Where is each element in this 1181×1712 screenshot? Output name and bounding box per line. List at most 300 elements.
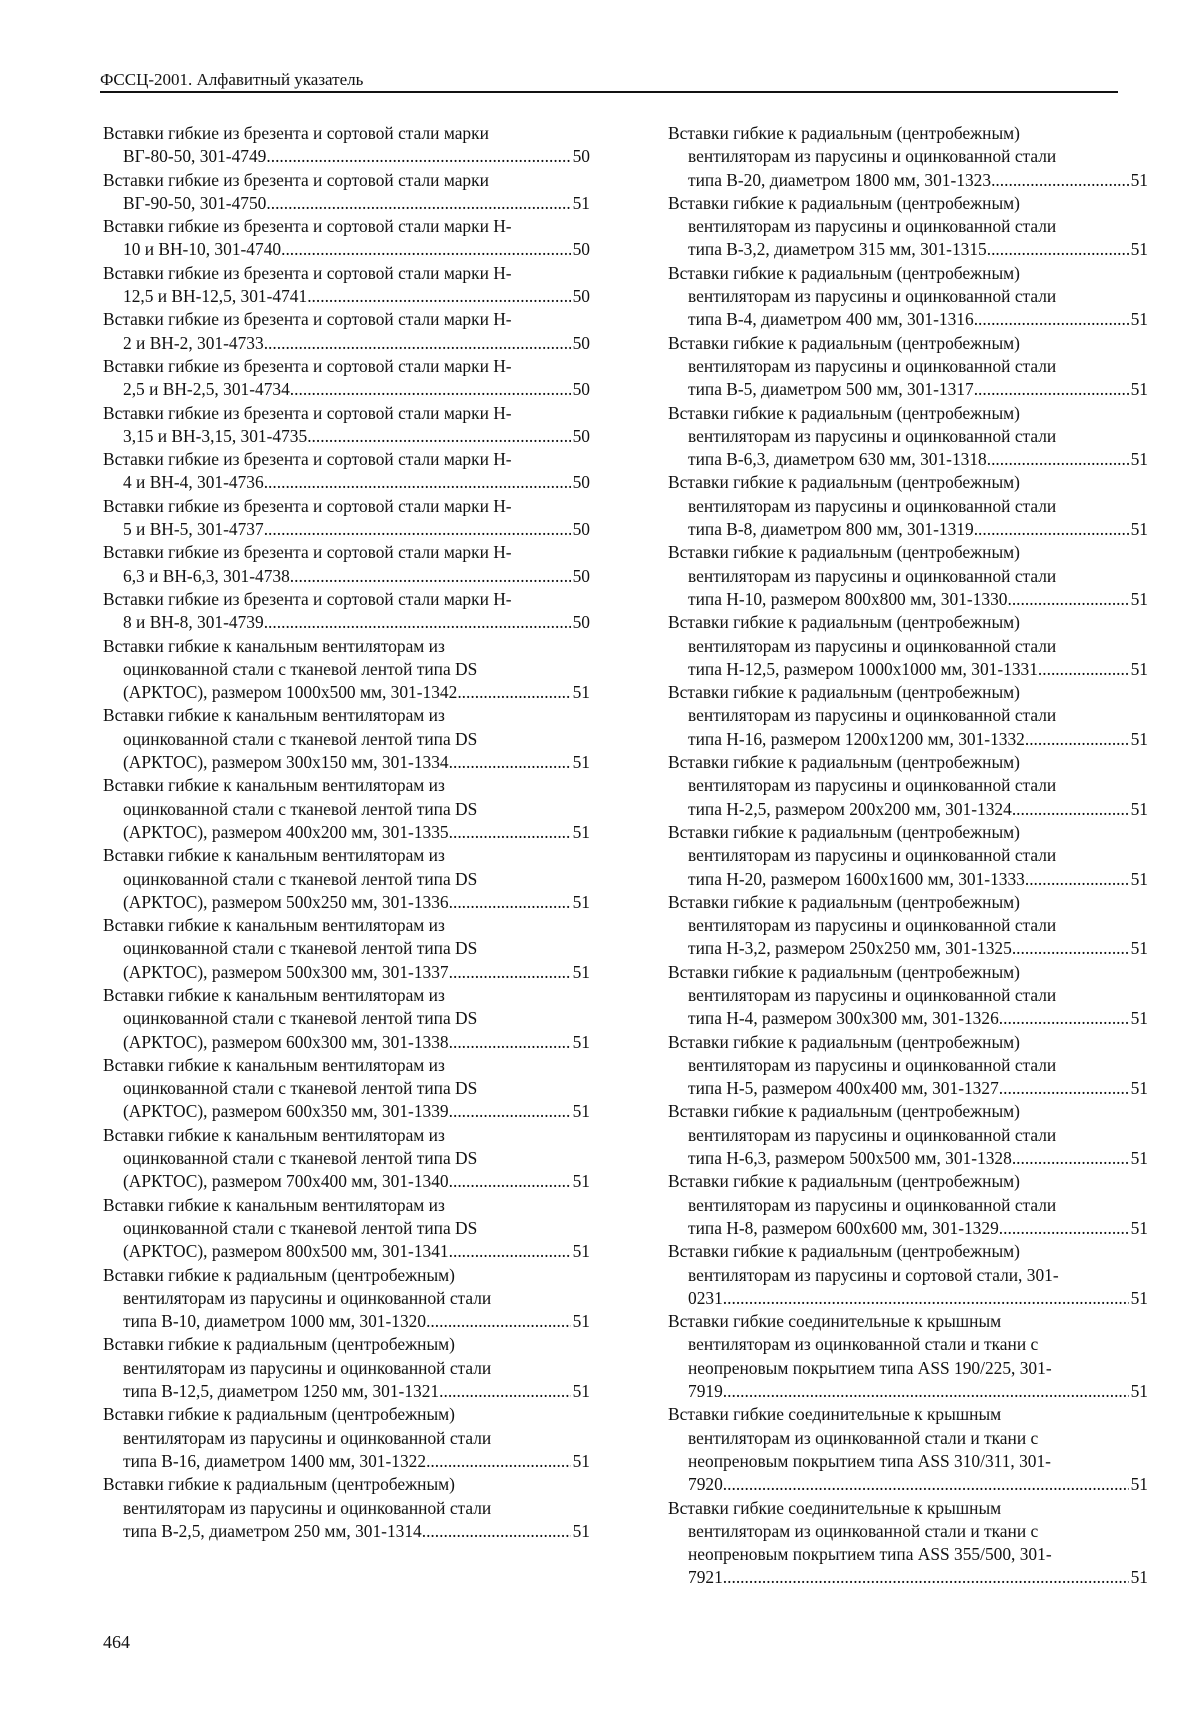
index-entry-text: (АРКТОС), размером 600х350 мм, 301-1339 [123, 1101, 449, 1122]
index-entry-last-line [668, 588, 1148, 611]
dot-leader [449, 751, 571, 774]
index-entry-last-line [668, 798, 1148, 821]
index-entry [103, 635, 590, 705]
index-entry-text: неопреновым покрытием типа ASS 355/500, 301- [688, 1544, 1052, 1565]
index-entry [103, 541, 590, 588]
index-entry-text: 2 и ВН-2, 301-4733 [123, 332, 264, 353]
index-entry-last-line [668, 308, 1148, 331]
dot-leader [987, 448, 1129, 471]
dot-leader [1025, 868, 1129, 891]
index-entry-last-line [103, 1031, 590, 1054]
index-entry-text: типа Н-4, размером 300х300 мм, 301-1326 [688, 1008, 999, 1029]
index-entry-last-line [668, 728, 1148, 751]
index-entry-text: типа В-20, диаметром 1800 мм, 301-1323 [688, 169, 992, 190]
index-entry-last-line [103, 518, 590, 541]
dot-leader [290, 378, 571, 401]
index-entry-last-line [668, 1566, 1148, 1589]
index-entry-last-line [103, 891, 590, 914]
index-entry-page: 50 [572, 239, 590, 260]
index-entry-text: вентиляторам из парусины и оцинкованной стали [123, 1427, 492, 1448]
index-entry [103, 355, 590, 402]
index-entry-last-line [103, 961, 590, 984]
index-entry-page: 51 [1130, 1078, 1148, 1099]
index-entry-text: Вставки гибкие к радиальным (центробежным) [668, 123, 1020, 143]
index-entry [103, 122, 590, 169]
index-entry-page: 50 [572, 612, 590, 633]
index-entry-last-line [103, 751, 590, 774]
index-entry-text: ВГ-80-50, 301-4749 [123, 146, 267, 167]
index-entry-text: 2,5 и ВН-2,5, 301-4734 [123, 379, 290, 400]
index-entry-last-line [668, 1380, 1148, 1403]
index-entry-text: Вставки гибкие из брезента и сортовой стали марки Н- [103, 495, 512, 516]
index-entry-text: Вставки гибкие соединительные к крышным [668, 1497, 1002, 1518]
index-entry-text: Вставки гибкие к канальным вентиляторам из [103, 915, 445, 936]
index-entry-text: Вставки гибкие к радиальным (центробежным) [103, 1474, 455, 1495]
index-entry [103, 169, 590, 216]
index-entry-last-line [103, 145, 590, 168]
index-entry-text: Вставки гибкие к канальным вентиляторам из [103, 775, 445, 796]
index-entry-last-line [668, 1147, 1148, 1170]
index-entry-page: 51 [1130, 1287, 1148, 1308]
index-entry-page: 51 [1130, 1474, 1148, 1495]
index-entry [103, 1264, 590, 1334]
index-entry-text: оцинкованной стали с тканевой лентой типа DS [123, 1078, 478, 1099]
index-entry [668, 821, 1148, 891]
dot-leader [264, 471, 571, 494]
index-entry-text: Вставки гибкие соединительные к крышным [668, 1311, 1002, 1332]
index-entry [668, 751, 1148, 821]
index-entry-text: вентиляторам из парусины и оцинкованной стали [688, 216, 1057, 237]
index-entry-text: вентиляторам из парусины и оцинкованной стали [688, 425, 1057, 446]
index-entry-page: 51 [1130, 588, 1148, 609]
index-entry-page: 51 [572, 1031, 590, 1052]
index-entry-text: ВГ-90-50, 301-4750 [123, 192, 267, 213]
index-entry-text: оцинкованной стали с тканевой лентой типа DS [123, 658, 478, 679]
index-entry-text: Вставки гибкие к радиальным (центробежным) [103, 1334, 455, 1355]
index-entry-text: вентиляторам из парусины и оцинкованной стали [688, 286, 1057, 307]
index-entry-text: Вставки гибкие к канальным вентиляторам из [103, 984, 445, 1005]
dot-leader [422, 1520, 571, 1543]
index-entry-text: Вставки гибкие к канальным вентиляторам из [103, 1054, 445, 1075]
dot-leader [974, 378, 1129, 401]
index-entry-text: 0231 [688, 1287, 723, 1308]
dot-leader [1012, 1147, 1129, 1170]
index-entry [103, 1403, 590, 1473]
dot-leader [266, 145, 570, 168]
index-entry-text: Вставки гибкие из брезента и сортовой стали марки Н- [103, 402, 512, 423]
index-entry [668, 891, 1148, 961]
index-entry [103, 448, 590, 495]
index-entry-page: 51 [572, 1101, 590, 1122]
index-entry-text: Вставки гибкие к радиальным (центробежным) [668, 192, 1020, 213]
index-entry-text: Вставки гибкие к радиальным (центробежным) [103, 1404, 455, 1425]
index-entry-last-line [103, 1520, 590, 1543]
dot-leader [449, 1240, 571, 1263]
dot-leader [987, 238, 1129, 261]
index-entry-text: Вставки гибкие к канальным вентиляторам из [103, 705, 445, 726]
index-entry [103, 1054, 590, 1124]
index-entry-page: 51 [572, 682, 590, 703]
index-entry-text: Вставки гибкие из брезента и сортовой стали марки Н- [103, 449, 512, 470]
index-entry [668, 541, 1148, 611]
index-entry-text: типа Н-20, размером 1600х1600 мм, 301-1333 [688, 868, 1025, 889]
index-entry-text: Вставки гибкие к радиальным (центробежным) [668, 821, 1020, 842]
index-entry-text: вентиляторам из парусины и оцинкованной стали [688, 1124, 1057, 1145]
index-entry-page: 51 [1130, 1381, 1148, 1402]
index-entry-text: (АРКТОС), размером 1000х500 мм, 301-1342 [123, 682, 458, 703]
dot-leader [449, 1100, 571, 1123]
index-entry-text: типа В-3,2, диаметром 315 мм, 301-1315 [688, 239, 987, 260]
index-entry-text: типа В-4, диаметром 400 мм, 301-1316 [688, 309, 974, 330]
index-entry [668, 681, 1148, 751]
index-entry [103, 1124, 590, 1194]
index-entry-text: вентиляторам из парусины и оцинкованной стали [123, 1497, 492, 1518]
index-entry-page: 50 [572, 286, 590, 307]
index-entry-page: 51 [1130, 449, 1148, 470]
index-entry-last-line [103, 611, 590, 634]
index-entry-text: Вставки гибкие из брезента и сортовой стали марки Н- [103, 309, 512, 330]
index-entry-page: 51 [572, 1241, 590, 1262]
dot-leader [999, 1217, 1129, 1240]
index-entry-text: Вставки гибкие из брезента и сортовой стали марки Н- [103, 542, 512, 563]
index-entry [103, 704, 590, 774]
index-entry-text: 8 и ВН-8, 301-4739 [123, 612, 264, 633]
dot-leader [999, 1077, 1129, 1100]
index-column-right [668, 122, 1148, 1590]
index-entry [668, 1497, 1148, 1590]
index-entry-text: Вставки гибкие из брезента и сортовой стали марки Н- [103, 588, 512, 609]
index-entry [668, 1031, 1148, 1101]
index-entry [103, 914, 590, 984]
index-entry [668, 611, 1148, 681]
index-entry [668, 402, 1148, 472]
index-entry-page: 51 [572, 1171, 590, 1192]
index-entry-text: Вставки гибкие из брезента и сортовой стали марки Н- [103, 262, 512, 283]
index-entry-last-line [668, 1217, 1148, 1240]
index-entry-page: 51 [1130, 1567, 1148, 1588]
index-entry-text: типа В-6,3, диаметром 630 мм, 301-1318 [688, 449, 987, 470]
index-entry-page: 51 [572, 1520, 590, 1541]
index-entry-page: 51 [1130, 868, 1148, 889]
index-entry-last-line [668, 518, 1148, 541]
index-entry [103, 1473, 590, 1543]
index-entry-text: вентиляторам из оцинкованной стали и ткани с [688, 1427, 1039, 1448]
index-entry [103, 262, 590, 309]
index-entry [103, 1333, 590, 1403]
index-entry-text: оцинкованной стали с тканевой лентой типа DS [123, 798, 478, 819]
index-entry-text: 7919 [688, 1381, 723, 1402]
index-entry-text: Вставки гибкие к радиальным (центробежным) [668, 1241, 1020, 1262]
index-entry-text: вентиляторам из парусины и оцинкованной стали [688, 355, 1057, 376]
index-entry-text: оцинкованной стали с тканевой лентой типа DS [123, 938, 478, 959]
index-entry-text: 7920 [688, 1474, 723, 1495]
dot-leader [449, 821, 571, 844]
dot-leader [266, 192, 570, 215]
index-entry-text: типа Н-6,3, размером 500х500 мм, 301-1328 [688, 1148, 1012, 1169]
index-entry [668, 961, 1148, 1031]
index-entry-last-line [103, 565, 590, 588]
index-entry-text: вентиляторам из парусины и оцинкованной стали [688, 635, 1057, 656]
index-entry-text: типа Н-12,5, размером 1000х1000 мм, 301-1331 [688, 658, 1038, 679]
index-entry-text: типа Н-2,5, размером 200х200 мм, 301-1324 [688, 798, 1012, 819]
index-entry-text: вентиляторам из парусины и оцинкованной стали [688, 775, 1057, 796]
index-entry [103, 308, 590, 355]
index-entry [103, 844, 590, 914]
index-entry-page: 50 [572, 146, 590, 167]
index-entry-text: типа В-8, диаметром 800 мм, 301-1319 [688, 519, 974, 540]
index-entry-text: Вставки гибкие к радиальным (центробежным) [668, 961, 1020, 982]
index-entry-last-line [103, 1450, 590, 1473]
index-entry-text: (АРКТОС), размером 600х300 мм, 301-1338 [123, 1031, 449, 1052]
index-entry [668, 122, 1148, 192]
dot-leader [723, 1473, 1129, 1496]
index-entry-last-line [668, 448, 1148, 471]
index-entry-last-line [103, 378, 590, 401]
index-entry-last-line [668, 868, 1148, 891]
index-entry-text: типа В-2,5, диаметром 250 мм, 301-1314 [123, 1520, 422, 1541]
index-entry-text: оцинкованной стали с тканевой лентой типа DS [123, 868, 478, 889]
dot-leader [1038, 658, 1129, 681]
dot-leader [1007, 588, 1128, 611]
index-entry-last-line [103, 425, 590, 448]
index-entry-text: Вставки гибкие из брезента и сортовой стали марки Н- [103, 216, 512, 237]
index-entry-last-line [103, 1100, 590, 1123]
index-entry-page: 51 [572, 1311, 590, 1332]
index-entry-last-line [103, 332, 590, 355]
index-entry-page: 51 [1130, 379, 1148, 400]
index-entry-text: оцинкованной стали с тканевой лентой типа DS [123, 1008, 478, 1029]
index-entry-text: Вставки гибкие к радиальным (центробежным) [668, 1101, 1020, 1122]
index-entry [103, 402, 590, 449]
index-entry-page: 51 [1130, 1148, 1148, 1169]
index-entry-text: Вставки гибкие к радиальным (центробежным) [668, 332, 1020, 353]
index-entry-text: типа Н-5, размером 400х400 мм, 301-1327 [688, 1078, 999, 1099]
index-entry-text: типа Н-8, размером 600х600 мм, 301-1329 [688, 1217, 999, 1238]
index-entry-text: вентиляторам из парусины и оцинкованной стали [688, 146, 1057, 167]
dot-leader [449, 1031, 571, 1054]
index-entry [103, 588, 590, 635]
index-entry-last-line [668, 937, 1148, 960]
index-entry-text: типа Н-10, размером 800х800 мм, 301-1330 [688, 588, 1008, 609]
index-entry-text: 7921 [688, 1567, 723, 1588]
index-entry-page: 50 [572, 332, 590, 353]
index-entry-page: 51 [1130, 798, 1148, 819]
index-entry [668, 1240, 1148, 1310]
index-entry-text: (АРКТОС), размером 700х400 мм, 301-1340 [123, 1171, 449, 1192]
index-entry-text: Вставки гибкие из брезента и сортовой стали марки [103, 123, 489, 143]
index-entry-text: Вставки гибкие к радиальным (центробежным) [668, 752, 1020, 773]
dot-leader [307, 425, 570, 448]
index-entry-text: вентиляторам из парусины и оцинкованной стали [688, 1054, 1057, 1075]
index-entry-page: 51 [1130, 239, 1148, 260]
index-entry [668, 262, 1148, 332]
dot-leader [449, 1170, 571, 1193]
dot-leader [264, 518, 571, 541]
index-entry-text: 4 и ВН-4, 301-4736 [123, 472, 264, 493]
index-entry-text: Вставки гибкие из брезента и сортовой стали марки [103, 169, 489, 190]
index-entry-text: Вставки гибкие к канальным вентиляторам из [103, 1124, 445, 1145]
index-entry [103, 984, 590, 1054]
index-entry-page: 51 [1130, 1217, 1148, 1238]
index-entry-text: неопреновым покрытием типа ASS 190/225, 301- [688, 1357, 1052, 1378]
dot-leader [449, 891, 571, 914]
index-entry-text: (АРКТОС), размером 500х250 мм, 301-1336 [123, 891, 449, 912]
index-entry-text: оцинкованной стали с тканевой лентой типа DS [123, 728, 478, 749]
index-entry-text: оцинкованной стали с тканевой лентой типа DS [123, 1148, 478, 1169]
index-entry [668, 1310, 1148, 1403]
index-entry-text: (АРКТОС), размером 500х300 мм, 301-1337 [123, 961, 449, 982]
index-entry [668, 1170, 1148, 1240]
index-entry-text: вентиляторам из оцинкованной стали и ткани с [688, 1334, 1039, 1355]
index-entry [103, 1194, 590, 1264]
index-entry-last-line [103, 471, 590, 494]
index-entry-page: 50 [572, 565, 590, 586]
index-entry-text: Вставки гибкие к радиальным (центробежным) [668, 1031, 1020, 1052]
index-entry-last-line [103, 821, 590, 844]
index-entry-page: 51 [572, 821, 590, 842]
dot-leader [723, 1380, 1129, 1403]
index-entry-last-line [103, 1170, 590, 1193]
index-entry-text: Вставки гибкие к радиальным (центробежным) [668, 402, 1020, 423]
index-entry-text: Вставки гибкие к радиальным (центробежным) [668, 612, 1020, 633]
index-entry-text: вентиляторам из парусины и оцинкованной стали [688, 495, 1057, 516]
page-number: 464 [103, 1632, 130, 1652]
index-entry-last-line [668, 1287, 1148, 1310]
index-entry-text: 12,5 и ВН-12,5, 301-4741 [123, 286, 308, 307]
dot-leader [723, 1287, 1129, 1310]
index-entry-text: Вставки гибкие к канальным вентиляторам из [103, 635, 445, 656]
index-entry-last-line [668, 1077, 1148, 1100]
index-entry-text: 3,15 и ВН-3,15, 301-4735 [123, 425, 308, 446]
index-entry-page: 51 [572, 1450, 590, 1471]
index-entry-page: 51 [1130, 169, 1148, 190]
index-entry-text: вентиляторам из парусины и оцинкованной стали [688, 1194, 1057, 1215]
index-entry-text: вентиляторам из парусины и оцинкованной стали [688, 565, 1057, 586]
index-entry-last-line [103, 1240, 590, 1263]
index-entry-text: типа В-5, диаметром 500 мм, 301-1317 [688, 379, 974, 400]
index-entry-page: 51 [1130, 938, 1148, 959]
index-entry-text: 6,3 и ВН-6,3, 301-4738 [123, 565, 290, 586]
dot-leader [290, 565, 571, 588]
index-entry-last-line [103, 238, 590, 261]
index-entry-text: Вставки гибкие к радиальным (центробежным) [668, 542, 1020, 563]
dot-leader [991, 169, 1129, 192]
index-entry [668, 1403, 1148, 1496]
index-entry-text: (АРКТОС), размером 800х500 мм, 301-1341 [123, 1241, 449, 1262]
index-entry-text: 5 и ВН-5, 301-4737 [123, 519, 264, 540]
index-entry-page: 50 [572, 519, 590, 540]
index-entry [668, 332, 1148, 402]
index-entry-text: Вставки гибкие к радиальным (центробежным) [668, 1171, 1020, 1192]
dot-leader [723, 1566, 1129, 1589]
index-entry-page: 50 [572, 472, 590, 493]
dot-leader [999, 1007, 1129, 1030]
dot-leader [449, 961, 571, 984]
index-entry-text: типа Н-3,2, размером 250х250 мм, 301-1325 [688, 938, 1012, 959]
index-entry-text: (АРКТОС), размером 400х200 мм, 301-1335 [123, 821, 449, 842]
index-entry-last-line [103, 1380, 590, 1403]
index-entry-last-line [668, 378, 1148, 401]
index-entry-page: 51 [1130, 519, 1148, 540]
dot-leader [426, 1450, 571, 1473]
index-entry [103, 495, 590, 542]
index-entry-text: 10 и ВН-10, 301-4740 [123, 239, 282, 260]
dot-leader [974, 518, 1129, 541]
dot-leader [457, 681, 570, 704]
index-entry-text: типа В-12,5, диаметром 1250 мм, 301-1321 [123, 1381, 440, 1402]
index-entry-last-line [103, 1310, 590, 1333]
index-entry [668, 1100, 1148, 1170]
index-entry [103, 774, 590, 844]
dot-leader [974, 308, 1129, 331]
index-entry-text: типа В-16, диаметром 1400 мм, 301-1322 [123, 1450, 427, 1471]
index-entry-text: неопреновым покрытием типа ASS 310/311, 301- [688, 1450, 1051, 1471]
index-entry-text: (АРКТОС), размером 300х150 мм, 301-1334 [123, 752, 449, 773]
index-entry-text: вентиляторам из парусины и оцинкованной стали [123, 1357, 492, 1378]
dot-leader [426, 1310, 571, 1333]
index-entry-page: 51 [1130, 658, 1148, 679]
index-entry-text: типа Н-16, размером 1200х1200 мм, 301-1332 [688, 728, 1025, 749]
index-entry-page: 51 [1130, 1008, 1148, 1029]
index-entry [668, 471, 1148, 541]
index-entry-text: вентиляторам из парусины и оцинкованной стали [123, 1287, 492, 1308]
index-entry-last-line [668, 658, 1148, 681]
dot-leader [1012, 798, 1129, 821]
index-entry-text: вентиляторам из парусины и сортовой стали, 301- [688, 1264, 1059, 1285]
dot-leader [439, 1380, 570, 1403]
index-entry-last-line [103, 681, 590, 704]
dot-leader [264, 332, 571, 355]
index-entry-text: вентиляторам из парусины и оцинкованной стали [688, 845, 1057, 866]
index-entry-page: 51 [1130, 309, 1148, 330]
index-entry-page: 50 [572, 425, 590, 446]
dot-leader [281, 238, 571, 261]
index-entry-page: 51 [572, 192, 590, 213]
index-entry-page: 51 [1130, 728, 1148, 749]
index-entry-last-line [668, 238, 1148, 261]
index-entry-text: вентиляторам из парусины и оцинкованной стали [688, 915, 1057, 936]
index-entry [103, 215, 590, 262]
index-entry-text: типа В-10, диаметром 1000 мм, 301-1320 [123, 1311, 427, 1332]
dot-leader [264, 611, 571, 634]
index-entry-text: Вставки гибкие соединительные к крышным [668, 1404, 1002, 1425]
index-column-left [103, 122, 590, 1543]
index-entry-last-line [668, 1007, 1148, 1030]
index-entry-text: Вставки гибкие из брезента и сортовой стали марки Н- [103, 355, 512, 376]
dot-leader [1012, 937, 1129, 960]
index-entry-last-line [668, 1473, 1148, 1496]
index-entry-text: Вставки гибкие к радиальным (центробежным) [668, 682, 1020, 703]
index-entry-text: оцинкованной стали с тканевой лентой типа DS [123, 1217, 478, 1238]
index-entry-text: Вставки гибкие к радиальным (центробежным) [668, 891, 1020, 912]
index-entry-page: 50 [572, 379, 590, 400]
running-header: ФССЦ-2001. Алфавитный указатель [100, 70, 1118, 93]
index-entry-last-line [103, 192, 590, 215]
index-entry-text: вентиляторам из оцинкованной стали и ткани с [688, 1520, 1039, 1541]
index-entry-text: Вставки гибкие к радиальным (центробежным) [103, 1264, 455, 1285]
index-entry-text: Вставки гибкие к канальным вентиляторам из [103, 845, 445, 866]
index-entry-page: 51 [572, 1381, 590, 1402]
index-entry-page: 51 [572, 752, 590, 773]
index-entry-last-line [668, 169, 1148, 192]
index-entry [668, 192, 1148, 262]
dot-leader [307, 285, 570, 308]
index-entry-text: вентиляторам из парусины и оцинкованной стали [688, 705, 1057, 726]
index-entry-text: Вставки гибкие к радиальным (центробежным) [668, 262, 1020, 283]
index-entry-text: Вставки гибкие к радиальным (центробежным) [668, 472, 1020, 493]
index-entry-last-line [103, 285, 590, 308]
index-entry-text: вентиляторам из парусины и оцинкованной стали [688, 984, 1057, 1005]
